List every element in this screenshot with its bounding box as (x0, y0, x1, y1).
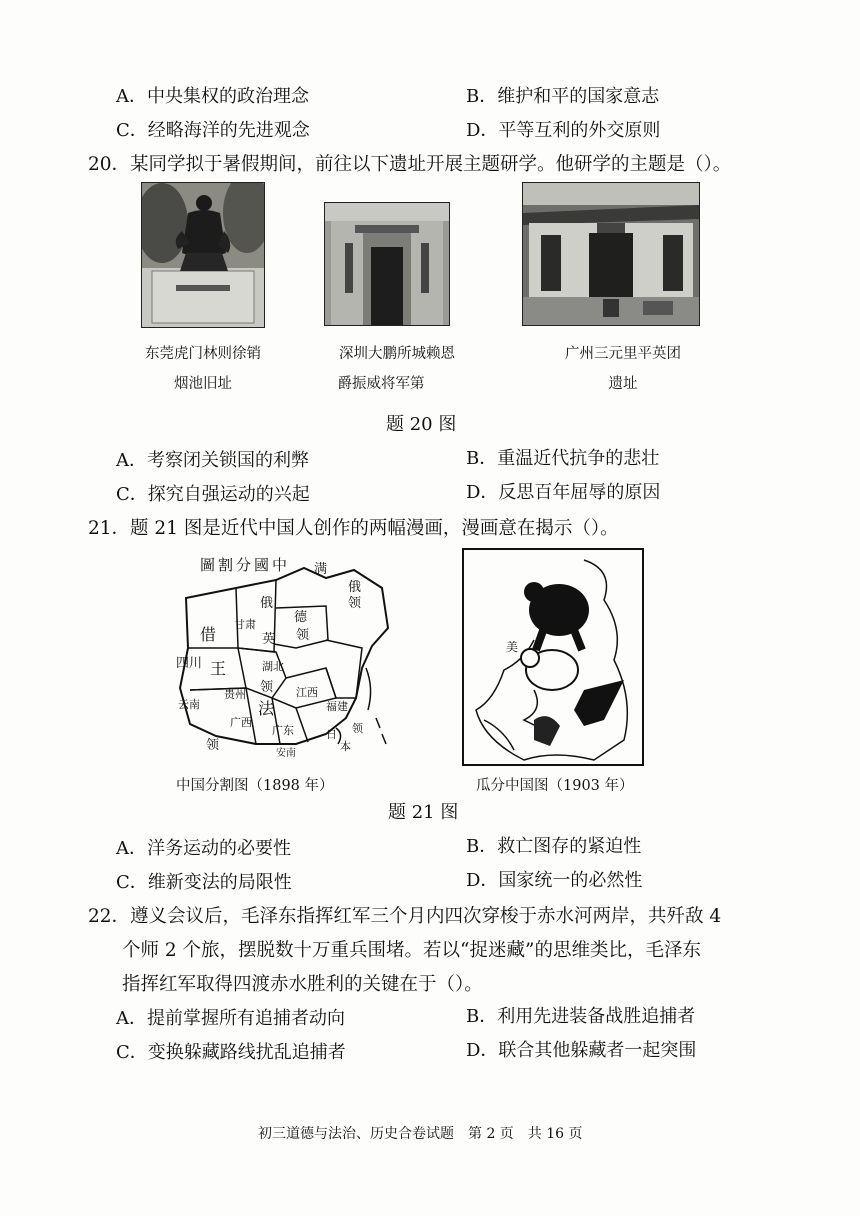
q20-option-d: D．反思百年屈辱的原因 (466, 482, 661, 503)
q21-caption-left: 中国分割图（1898 年） (176, 778, 334, 794)
map-label: 法 (258, 699, 275, 718)
q19-option-b: B．维护和平的国家意志 (466, 86, 660, 107)
map-label: 本 (340, 740, 351, 753)
map-label: 安南 (276, 748, 296, 759)
q21-option-c: C．维新变法的局限性 (116, 872, 292, 893)
map-label: 领 (206, 738, 220, 753)
map-label: 贵州 (224, 688, 246, 701)
q20-caption-1-line2: 烟池旧址 (174, 376, 232, 392)
q19-option-a: A．中央集权的政治理念 (116, 86, 309, 107)
map-label: 湖北 (262, 660, 284, 673)
map-label: 英 (262, 632, 276, 647)
map-label: 满 (314, 562, 328, 577)
q22-stem-line3: 指挥红军取得四渡赤水胜利的关键在于（）。 (122, 974, 483, 995)
map-title: 圖割分國中 (200, 556, 291, 574)
map-label: 俄 (260, 596, 274, 611)
map-label: 日 (326, 728, 337, 741)
photo-dapeng-site (324, 202, 450, 326)
map-label: 德 (294, 610, 308, 625)
photo-humen-site (141, 182, 265, 328)
q21-option-b: B．救亡图存的紧迫性 (466, 836, 642, 857)
carving-up-china-cartoon (462, 548, 644, 766)
map-label: 俄 (348, 580, 362, 595)
q22-option-d: D．联合其他躲藏者一起突围 (466, 1040, 697, 1061)
q21-figure-title: 题 21 图 (388, 802, 459, 823)
q20-option-b: B．重温近代抗争的悲壮 (466, 448, 660, 469)
q21-option-a: A．洋务运动的必要性 (116, 838, 291, 859)
map-label: 广西 (230, 716, 252, 729)
q20-option-a: A．考察闭关锁国的利弊 (116, 450, 309, 471)
q20-caption-3-line2: 遗址 (608, 376, 638, 392)
map-label: 云南 (178, 698, 200, 711)
map-label: 王 (210, 659, 227, 678)
q21-option-d: D．国家统一的必然性 (466, 870, 643, 891)
q21-caption-right: 瓜分中国图（1903 年） (476, 778, 634, 794)
q22-stem-line2: 个师 2 个旅，摆脱数十万重兵围堵。若以“捉迷藏”的思维类比，毛泽东 (122, 940, 701, 961)
map-label: 领 (260, 680, 274, 695)
map-label: 领 (352, 722, 363, 735)
map-label: 领 (348, 596, 362, 611)
cartoon-label: 美 (506, 640, 519, 654)
photo-sanyuanli-site (522, 182, 700, 326)
q22-option-a: A．提前掌握所有追捕者动向 (116, 1008, 345, 1029)
map-label: 广东 (272, 724, 294, 737)
q19-option-c: C．经略海洋的先进观念 (116, 120, 310, 141)
map-label: 领 (296, 628, 310, 643)
q20-caption-3-line1: 广州三元里平英团 (565, 346, 681, 362)
map-label: 四川 (176, 656, 203, 671)
q22-option-c: C．变换躲藏路线扰乱追捕者 (116, 1042, 346, 1063)
q19-option-d: D．平等互利的外交原则 (466, 120, 661, 141)
q20-option-c: C．探究自强运动的兴起 (116, 484, 310, 505)
q22-stem-line1: 22．遵义会议后，毛泽东指挥红军三个月内四次穿梭于赤水河两岸，共歼敌 4 (88, 906, 722, 927)
q22-option-b: B．利用先进装备战胜追捕者 (466, 1006, 696, 1027)
page-footer: 初三道德与法治、历史合卷试题 第 2 页 共 16 页 (258, 1126, 583, 1142)
china-partition-map (176, 548, 408, 762)
map-label: 江西 (296, 686, 318, 699)
q20-caption-2-line1: 深圳大鹏所城赖恩 (339, 346, 455, 362)
q20-figure-title: 题 20 图 (386, 414, 457, 435)
map-label: 福建 (326, 700, 348, 713)
map-label: 借 (200, 625, 217, 644)
q20-stem: 20．某同学拟于暑假期间，前往以下遗址开展主题研学。他研学的主题是（）。 (88, 154, 732, 175)
map-label: 甘肃 (234, 618, 256, 631)
q20-caption-1-line1: 东莞虎门林则徐销 (145, 346, 261, 362)
q21-stem: 21．题 21 图是近代中国人创作的两幅漫画，漫画意在揭示（）。 (88, 518, 619, 539)
q20-caption-2-line2: 爵振威将军第 (337, 376, 425, 392)
